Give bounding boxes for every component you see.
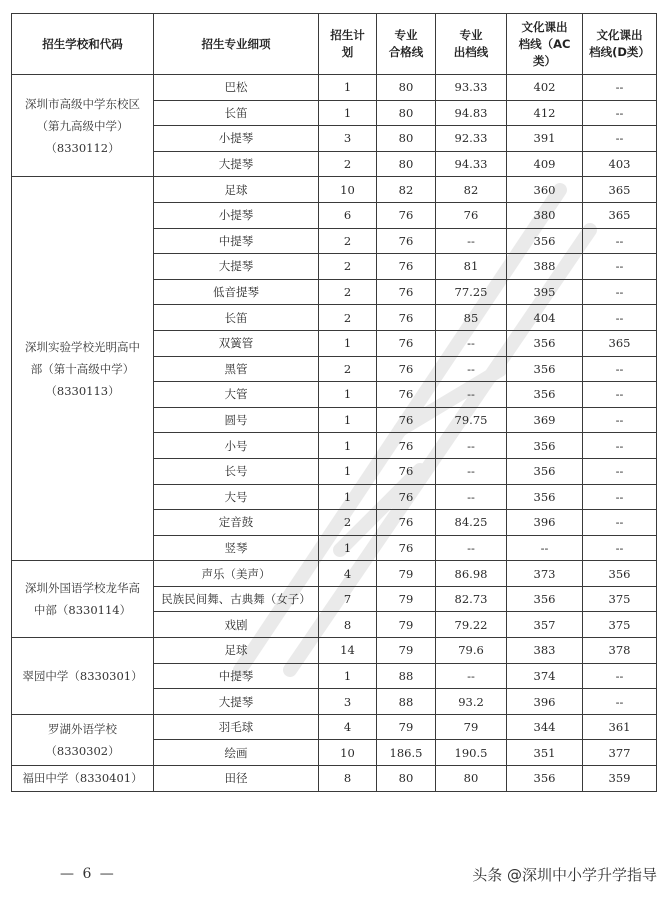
major-cut-cell: -- <box>436 356 507 382</box>
d-cell: -- <box>583 382 657 408</box>
qualify-cell: 76 <box>377 433 436 459</box>
d-cell: -- <box>583 484 657 510</box>
ac-cell: 395 <box>507 279 583 305</box>
major-cell: 民族民间舞、古典舞（女子） <box>154 586 319 612</box>
major-cut-cell: 79.75 <box>436 407 507 433</box>
d-cell: 356 <box>583 561 657 587</box>
plan-cell: 3 <box>319 689 377 715</box>
plan-cell: 1 <box>319 407 377 433</box>
major-cell: 大提琴 <box>154 254 319 280</box>
d-cell: -- <box>583 433 657 459</box>
school-cell <box>12 561 154 638</box>
d-cell: -- <box>583 407 657 433</box>
table-row <box>12 177 657 203</box>
qualify-cell: 76 <box>377 484 436 510</box>
plan-cell: 8 <box>319 612 377 638</box>
qualify-cell: 82 <box>377 177 436 203</box>
major-cell: 小号 <box>154 433 319 459</box>
qualify-cell: 186.5 <box>377 740 436 766</box>
header-line: 合格线 <box>388 45 424 59</box>
qualify-cell: 80 <box>377 151 436 177</box>
ac-cell: 373 <box>507 561 583 587</box>
major-cut-cell: -- <box>436 484 507 510</box>
qualify-cell: 79 <box>377 561 436 587</box>
major-cell: 田径 <box>154 766 319 792</box>
ac-cell: 383 <box>507 638 583 664</box>
plan-cell: 1 <box>319 458 377 484</box>
qualify-cell: 80 <box>377 126 436 152</box>
ac-cell: 404 <box>507 305 583 331</box>
d-cell: -- <box>583 663 657 689</box>
ac-cell: 391 <box>507 126 583 152</box>
plan-cell: 1 <box>319 535 377 561</box>
school-line: 翠园中学（8330301） <box>22 668 143 683</box>
header-line: 招生计 <box>330 28 365 42</box>
header-line: 档线（AC <box>518 36 571 51</box>
d-cell: -- <box>583 254 657 280</box>
major-cut-cell: 77.25 <box>436 279 507 305</box>
plan-cell: 6 <box>319 202 377 228</box>
qualify-cell: 79 <box>377 586 436 612</box>
major-cut-cell: 94.83 <box>436 100 507 126</box>
school-line: （8330112） <box>45 140 120 155</box>
major-cut-cell: 76 <box>436 202 507 228</box>
header-school <box>12 14 154 75</box>
qualify-cell: 88 <box>377 663 436 689</box>
major-cut-cell: 79.22 <box>436 612 507 638</box>
qualify-cell: 80 <box>377 766 436 792</box>
qualify-cell: 76 <box>377 356 436 382</box>
major-cell: 长笛 <box>154 100 319 126</box>
qualify-cell: 79 <box>377 714 436 740</box>
d-cell: -- <box>583 126 657 152</box>
d-cell: 359 <box>583 766 657 792</box>
major-cut-cell: 80 <box>436 766 507 792</box>
plan-cell: 2 <box>319 356 377 382</box>
plan-cell: 2 <box>319 254 377 280</box>
plan-cell: 4 <box>319 561 377 587</box>
d-cell: 378 <box>583 638 657 664</box>
plan-cell: 2 <box>319 151 377 177</box>
school-line: 罗湖外语学校 <box>48 721 117 736</box>
plan-cell: 2 <box>319 228 377 254</box>
ac-cell: 402 <box>507 75 583 101</box>
major-cut-cell: -- <box>436 663 507 689</box>
table-row <box>12 561 657 587</box>
major-cell: 定音鼓 <box>154 510 319 536</box>
major-cut-cell: 93.33 <box>436 75 507 101</box>
table-row <box>12 75 657 101</box>
plan-cell: 10 <box>319 177 377 203</box>
header-culture-d-line <box>583 14 657 75</box>
qualify-cell: 76 <box>377 382 436 408</box>
plan-cell: 1 <box>319 484 377 510</box>
major-cell: 长号 <box>154 458 319 484</box>
school-line: 福田中学（8330401） <box>22 771 143 786</box>
header-culture-ac-line <box>507 14 583 75</box>
ac-cell: 388 <box>507 254 583 280</box>
qualify-cell: 76 <box>377 305 436 331</box>
plan-cell: 1 <box>319 75 377 101</box>
ac-cell: 344 <box>507 714 583 740</box>
d-cell: -- <box>583 458 657 484</box>
major-cell: 中提琴 <box>154 663 319 689</box>
major-cut-cell: 94.33 <box>436 151 507 177</box>
plan-cell: 1 <box>319 663 377 689</box>
ac-cell: 351 <box>507 740 583 766</box>
major-cut-cell: 85 <box>436 305 507 331</box>
plan-cell: 2 <box>319 305 377 331</box>
header-line: 招生专业细项 <box>201 36 271 51</box>
d-cell: 377 <box>583 740 657 766</box>
d-cell: -- <box>583 100 657 126</box>
major-cell: 足球 <box>154 177 319 203</box>
major-cell: 羽毛球 <box>154 714 319 740</box>
major-cell: 大提琴 <box>154 689 319 715</box>
plan-cell: 3 <box>319 126 377 152</box>
qualify-cell: 79 <box>377 638 436 664</box>
header-line: 文化课出 <box>521 19 568 34</box>
qualify-cell: 88 <box>377 689 436 715</box>
major-cut-cell: 86.98 <box>436 561 507 587</box>
school-line: （8330302） <box>45 743 120 758</box>
major-cell: 小提琴 <box>154 202 319 228</box>
table-row <box>12 714 657 740</box>
plan-cell: 1 <box>319 382 377 408</box>
qualify-cell: 76 <box>377 228 436 254</box>
d-cell: -- <box>583 279 657 305</box>
d-cell: 365 <box>583 202 657 228</box>
qualify-cell: 80 <box>377 75 436 101</box>
ac-cell: 374 <box>507 663 583 689</box>
plan-cell: 1 <box>319 100 377 126</box>
plan-cell: 10 <box>319 740 377 766</box>
ac-cell: 356 <box>507 356 583 382</box>
ac-cell: 356 <box>507 330 583 356</box>
school-cell <box>12 177 154 561</box>
qualify-cell: 76 <box>377 254 436 280</box>
ac-cell: 356 <box>507 484 583 510</box>
d-cell: -- <box>583 689 657 715</box>
major-cell: 大管 <box>154 382 319 408</box>
plan-cell: 14 <box>319 638 377 664</box>
major-cut-cell: 82 <box>436 177 507 203</box>
major-cell: 小提琴 <box>154 126 319 152</box>
major-cut-cell: 79 <box>436 714 507 740</box>
header-line: 类） <box>533 53 556 68</box>
major-cut-cell: -- <box>436 433 507 459</box>
d-cell: -- <box>583 75 657 101</box>
major-cut-cell: -- <box>436 330 507 356</box>
major-cell: 黑管 <box>154 356 319 382</box>
major-cell: 长笛 <box>154 305 319 331</box>
school-line: 深圳市高级中学东校区 <box>25 96 140 111</box>
ac-cell: 360 <box>507 177 583 203</box>
qualify-cell: 76 <box>377 458 436 484</box>
source-attribution: 头条 @深圳中小学升学指导 <box>472 866 657 884</box>
major-cell: 巴松 <box>154 75 319 101</box>
ac-cell: 396 <box>507 510 583 536</box>
major-cell: 低音提琴 <box>154 279 319 305</box>
header-major-cut-line <box>436 14 507 75</box>
header-qualify-line <box>377 14 436 75</box>
school-cell <box>12 638 154 715</box>
d-cell: 365 <box>583 330 657 356</box>
qualify-cell: 76 <box>377 330 436 356</box>
ac-cell: 369 <box>507 407 583 433</box>
plan-cell: 2 <box>319 279 377 305</box>
school-line: （第九高级中学） <box>36 118 129 133</box>
d-cell: -- <box>583 510 657 536</box>
school-cell <box>12 766 154 792</box>
ac-cell: 412 <box>507 100 583 126</box>
major-cut-cell: 93.2 <box>436 689 507 715</box>
d-cell: -- <box>583 305 657 331</box>
d-cell: -- <box>583 356 657 382</box>
ac-cell: 356 <box>507 433 583 459</box>
ac-cell: 357 <box>507 612 583 638</box>
major-cut-cell: -- <box>436 382 507 408</box>
header-line: 出档线 <box>453 45 489 59</box>
major-cell: 戏剧 <box>154 612 319 638</box>
d-cell: 365 <box>583 177 657 203</box>
ac-cell: 396 <box>507 689 583 715</box>
major-cut-cell: -- <box>436 458 507 484</box>
school-line: 中部（8330114） <box>33 603 132 618</box>
major-cell: 双簧管 <box>154 330 319 356</box>
qualify-cell: 79 <box>377 612 436 638</box>
ac-cell: -- <box>507 535 583 561</box>
ac-cell: 409 <box>507 151 583 177</box>
major-cell: 大号 <box>154 484 319 510</box>
table-row <box>12 766 657 792</box>
plan-cell: 1 <box>319 330 377 356</box>
school-line: 深圳实验学校光明高中 <box>25 339 140 354</box>
school-line: （8330113） <box>45 383 120 398</box>
qualify-cell: 76 <box>377 407 436 433</box>
major-cut-cell: -- <box>436 228 507 254</box>
admission-table <box>11 13 657 792</box>
qualify-cell: 76 <box>377 535 436 561</box>
major-cut-cell: -- <box>436 535 507 561</box>
major-cell: 大提琴 <box>154 151 319 177</box>
header-line: 招生学校和代码 <box>42 36 123 51</box>
ac-cell: 356 <box>507 586 583 612</box>
plan-cell: 7 <box>319 586 377 612</box>
header-line: 文化课出 <box>596 28 643 42</box>
page-number: — 6 — <box>60 866 116 882</box>
major-cell: 竖琴 <box>154 535 319 561</box>
major-cell: 声乐（美声） <box>154 561 319 587</box>
plan-cell: 1 <box>319 433 377 459</box>
ac-cell: 356 <box>507 766 583 792</box>
ac-cell: 380 <box>507 202 583 228</box>
qualify-cell: 76 <box>377 279 436 305</box>
ac-cell: 356 <box>507 458 583 484</box>
major-cell: 足球 <box>154 638 319 664</box>
header-line: 档线(D类） <box>589 45 650 59</box>
d-cell: -- <box>583 228 657 254</box>
major-cell: 中提琴 <box>154 228 319 254</box>
major-cell: 圆号 <box>154 407 319 433</box>
header-line: 专业 <box>459 28 483 42</box>
qualify-cell: 76 <box>377 510 436 536</box>
major-cell: 绘画 <box>154 740 319 766</box>
major-cut-cell: 79.6 <box>436 638 507 664</box>
school-cell <box>12 75 154 177</box>
d-cell: 375 <box>583 586 657 612</box>
major-cut-cell: 190.5 <box>436 740 507 766</box>
d-cell: 361 <box>583 714 657 740</box>
plan-cell: 2 <box>319 510 377 536</box>
major-cut-cell: 82.73 <box>436 586 507 612</box>
header-row <box>12 14 657 75</box>
header-plan <box>319 14 377 75</box>
plan-cell: 8 <box>319 766 377 792</box>
school-cell <box>12 714 154 765</box>
major-cut-cell: 81 <box>436 254 507 280</box>
school-line: 部（第十高级中学） <box>30 361 135 376</box>
qualify-cell: 80 <box>377 100 436 126</box>
header-line: 专业 <box>394 28 418 42</box>
header-major <box>154 14 319 75</box>
d-cell: 375 <box>583 612 657 638</box>
plan-cell: 4 <box>319 714 377 740</box>
ac-cell: 356 <box>507 382 583 408</box>
major-cut-cell: 84.25 <box>436 510 507 536</box>
header-line: 划 <box>341 45 354 59</box>
major-cut-cell: 92.33 <box>436 126 507 152</box>
d-cell: -- <box>583 535 657 561</box>
table-body <box>12 75 657 792</box>
table-row <box>12 638 657 664</box>
d-cell: 403 <box>583 151 657 177</box>
school-line: 深圳外国语学校龙华高 <box>25 581 140 596</box>
ac-cell: 356 <box>507 228 583 254</box>
qualify-cell: 76 <box>377 202 436 228</box>
